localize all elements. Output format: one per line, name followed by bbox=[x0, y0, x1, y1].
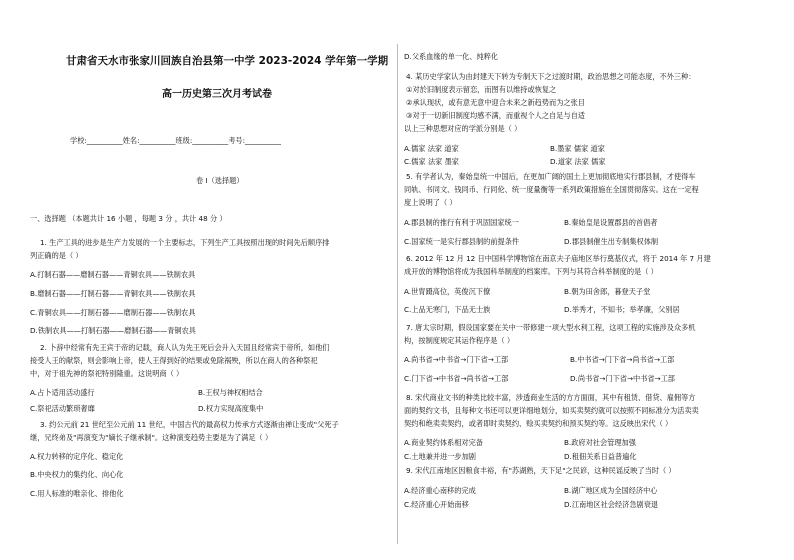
q3-stem-line: 继，兄终弟及"再演变为"嫡长子继承制"。这种演变趋势主要是为了满足（ ） bbox=[30, 433, 273, 442]
q8-option-c[interactable]: C.土地兼并进一步加剧 bbox=[404, 452, 476, 461]
q2-option-b[interactable]: B.王权与神权相结合 bbox=[198, 388, 263, 397]
q5-stem-line: 度上说明了（ ） bbox=[404, 198, 457, 207]
q9-stem-line: 9. 宋代江南地区因粮食丰裕，有"苏湖熟，天下足"之民谚，这种民谣反映了当时（ ） bbox=[406, 466, 676, 475]
q6-option-c[interactable]: C.上品无寒门，下品无士族 bbox=[404, 305, 491, 314]
q4-stem-line: ③对于一切新旧制度均感不满，而重视个人之自足与自适 bbox=[406, 111, 585, 120]
q5-option-b[interactable]: B.秦始皇是设置郡县的首倡者 bbox=[564, 218, 658, 227]
q8-stem-line: 面的契约文书，且每种文书还可以更详细地划分，如买卖契约就可以按照不同标准分为活卖卖 bbox=[404, 406, 699, 415]
q7-option-b[interactable]: B.中书省→门下省→尚书省→工部 bbox=[570, 355, 675, 364]
q7-option-d[interactable]: D.尚书省→门下省→中书省→工部 bbox=[570, 374, 675, 383]
q2-option-a[interactable]: A.占卜适用活动盛行 bbox=[30, 388, 95, 397]
q8-option-b[interactable]: B.政府对社会管理加强 bbox=[564, 438, 636, 447]
q5-option-c[interactable]: C.国家统一是实行郡县制的前提条件 bbox=[404, 237, 520, 246]
q7-stem-line: 构，按制度规定其运作程序是（ ） bbox=[404, 336, 515, 345]
q8-option-d[interactable]: D.租佃关系日益普遍化 bbox=[564, 452, 637, 461]
q6-stem-line: 6. 2012 年 12 月 12 日中国科学博物馆在南京夫子庙地区举行奠基仪式，将于 2014 年 7 月建 bbox=[406, 254, 711, 263]
q2-stem-line: 2. 卜辞中经常有先王宾于帝的记载，商人认为先王死后会升入天国且经常宾于帝所，如他们 bbox=[40, 343, 330, 352]
q2-stem-line: 中，对于祖先神的祭祀特别隆重。这说明商（ ） bbox=[30, 369, 184, 378]
q2-stem-line: 接受人王的献祭，则会影响上帝，使人王得到好的结果或免除祸殃，所以在商人的各种祭祀 bbox=[30, 356, 318, 365]
q2-option-c[interactable]: C.祭祀活动繁琐奢靡 bbox=[30, 404, 95, 413]
column-divider bbox=[397, 44, 398, 544]
q9-option-a[interactable]: A.经济重心南移的完成 bbox=[404, 486, 476, 495]
q1-stem-line: 列正确的是（ ） bbox=[30, 251, 83, 260]
q6-option-d[interactable]: D.举秀才，不知书；举孝廉，父别居 bbox=[564, 305, 680, 314]
q5-option-a[interactable]: A.郡县制的推行有利于巩固国家统一 bbox=[404, 218, 519, 227]
q4-stem-line: ①对於旧制度表示留恋，而图有以维持或恢复之 bbox=[406, 85, 557, 94]
q9-option-c[interactable]: C.经济重心开始南移 bbox=[404, 500, 469, 509]
q4-option-b[interactable]: B.墨家 儒家 道家 bbox=[550, 144, 605, 153]
q4-stem-line: ②承认现状，或有意无意中迎合未来之新趋势而为之张目 bbox=[406, 98, 585, 107]
q7-option-c[interactable]: C.门下省→中书省→尚书省→工部 bbox=[404, 374, 509, 383]
q5-stem-line: 5. 有学者认为，秦始皇统一中国后，在更加广阔的国土上更加彻底地实行郡县制，才使得车 bbox=[406, 172, 696, 181]
q6-option-a[interactable]: A.世胄蹑高位，英俊沉下僚 bbox=[404, 287, 491, 296]
q4-option-d[interactable]: D.道家 法家 儒家 bbox=[550, 157, 606, 166]
q4-option-a[interactable]: A.儒家 法家 道家 bbox=[404, 144, 459, 153]
section-heading: 卷 I（选择题） bbox=[196, 176, 244, 185]
q1-option-d[interactable]: D.铁制农具——打制石器——磨制石器——青铜农具 bbox=[30, 326, 196, 335]
q6-stem-line: 成开放的博物馆将成为我国科举制度的档案库。下列与其符合科举制度的是（ ） bbox=[404, 267, 658, 276]
student-info-line: 学校:__________姓名:__________班级:__________考号:__________ bbox=[70, 136, 281, 145]
q3-option-c[interactable]: C.用人标准的唯亲化、排他化 bbox=[30, 489, 124, 498]
q7-option-a[interactable]: A.尚书省→中书省→门下省→工部 bbox=[404, 355, 509, 364]
q9-option-d[interactable]: D.江南地区社会经济急剧衰退 bbox=[564, 500, 659, 509]
q8-option-a[interactable]: A.商业契约体系相对完备 bbox=[404, 438, 483, 447]
q4-stem-line: 4. 某历史学家认为由封建天下转为专制天下之过渡时期，政治思想之可能态度，不外三种： bbox=[406, 72, 696, 81]
q4-option-c[interactable]: C.儒家 法家 墨家 bbox=[404, 157, 459, 166]
section-intro: 一、选择题 （本题共计 16 小题 ，每题 3 分 ，共计 48 分 ） bbox=[30, 214, 227, 223]
exam-title: 甘肃省天水市张家川回族自治县第一中学 2023-2024 学年第一学期 bbox=[66, 55, 389, 67]
q1-option-a[interactable]: A.打制石器——磨制石器——青铜农具——铁制农具 bbox=[30, 270, 196, 279]
q9-option-b[interactable]: B.湖广地区成为全国经济中心 bbox=[564, 486, 658, 495]
q8-stem-line: 契约和绝卖卖契约，或者即时卖契约、赊买卖契约和预买契约等。这反映出宋代（ ） bbox=[404, 419, 673, 428]
q1-option-c[interactable]: C.青铜农具——打制石器——磨制石器——铁制农具 bbox=[30, 308, 196, 317]
q1-stem-line: 1. 生产工具的进步是生产力发展的一个主要标志，下列生产工具按照出现的时间先后顺序排 bbox=[40, 238, 330, 247]
q3-option-a[interactable]: A.权力转移的定序化、稳定化 bbox=[30, 452, 124, 461]
q4-stem-line: 以上三种思想对应的学派分别是（ ） bbox=[404, 124, 522, 133]
exam-subtitle: 高一历史第三次月考试卷 bbox=[162, 89, 272, 100]
q6-option-b[interactable]: B.朝为田舍郎，暮登天子堂 bbox=[564, 287, 651, 296]
q1-option-b[interactable]: B.磨制石器——打制石器——青铜农具——铁制农具 bbox=[30, 289, 196, 298]
q5-option-d[interactable]: D.郡县制催生出专制集权体制 bbox=[564, 237, 659, 246]
q7-stem-line: 7. 唐太宗时期，假设国家要在关中一带修建一项大型水利工程，这项工程的实施涉及众多机 bbox=[406, 323, 696, 332]
q2-option-d[interactable]: D.权力实现高度集中 bbox=[198, 404, 264, 413]
q8-stem-line: 8. 宋代商业文书的种类比较丰富，涉透商业生活的方方面面，其中有租赁、借贷、雇佣等方 bbox=[406, 393, 696, 402]
q5-stem-line: 同轨、书同文、钱同币、行同伦、统一度量衡等一系列政策措施在全国贯彻落实。这在一定程 bbox=[404, 185, 699, 194]
q3-stem-line: 3. 约公元前 21 世纪至公元前 11 世纪，中国古代的最高权力传承方式逐渐由禅让变成"父死子 bbox=[40, 420, 339, 429]
q3-option-d[interactable]: D.父系血缘的单一化、纯粹化 bbox=[404, 52, 499, 61]
q3-option-b[interactable]: B.中央权力的集约化、向心化 bbox=[30, 470, 124, 479]
